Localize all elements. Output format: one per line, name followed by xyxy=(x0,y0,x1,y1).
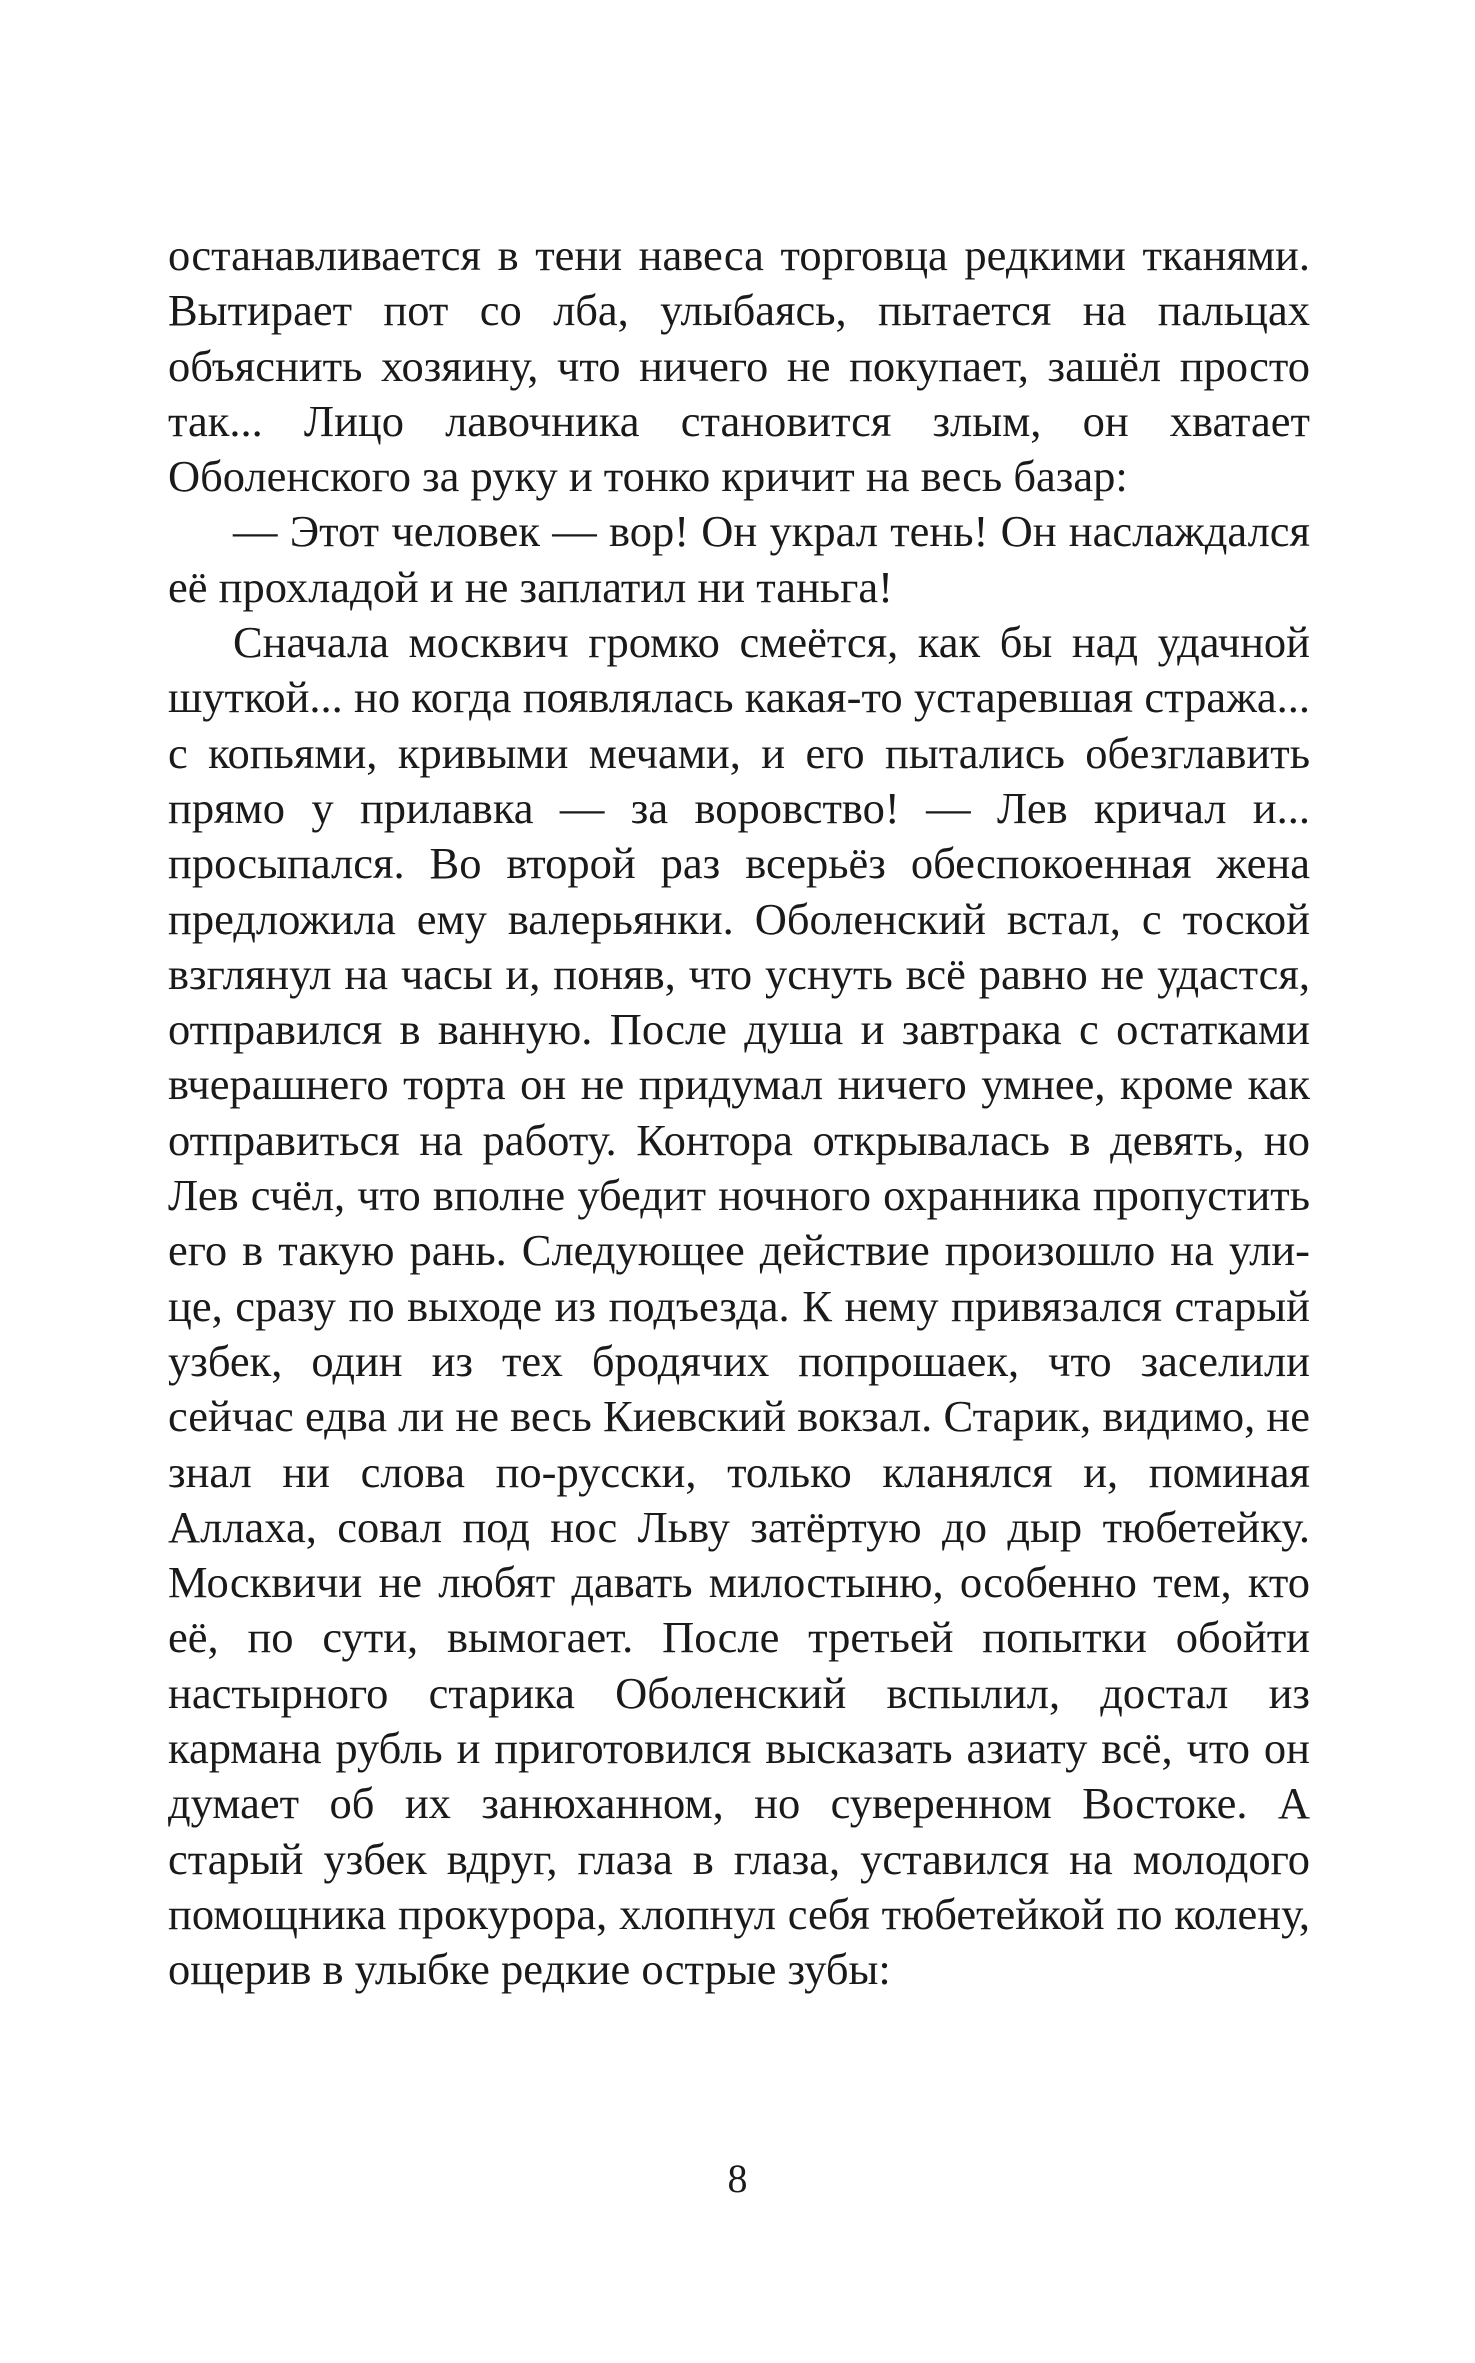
page-number: 8 xyxy=(727,2156,748,2201)
paragraph-continued: останавливается в тени навеса торговца редкими тканями. Вытирает пот со лба, улыбаясь, пытается на пальцах объяснить хозяину, что ничего не покупает, зашёл просто так... Лицо лавочника становится злым, он хватает Оболенского за руку и тонко кричит на весь базар: xyxy=(168,230,1310,502)
paragraph-main: Сначала москвич громко смеётся, как бы над удачной шуткой... но когда появлялась какая-то устаревшая стража... с копьями, кривыми мечами, и его пытались обезглавить прямо у прилавка — за воровство! — Лев кричал и... просыпался. Во второй раз всерьёз обеспокоенная жена предложила ему валерьянки. Оболенский встал, с тоской взглянул на часы и, поняв, что уснуть всё равно не удастся, отправился в ванную. После душа и завтрака с остатками вчерашнего торта он не придумал ничего умнее, кроме как отправиться на работу. Контора открывалась в девять, но Лев счёл, что вполне убедит ночного охранника пропустить его в такую рань. Следующее действие произошло на улице, сразу по выходе из подъезда. К нему привязался старый узбек, один из тех бродячих попрошаек, что заселили сейчас едва ли не весь Киевский вокзал. Старик, видимо, не знал ни слова по-русски, только кланялся и, поминая Аллаха, совал под нос Льву затёртую до дыр тюбетейку. Москвичи не любят давать милостыню, особенно тем, кто её, по сути, вымогает. После третьей попытки обойти настырного старика Оболенский вспылил, достал из кармана рубль и приготовился высказать азиату всё, что он думает об их занюханном, но суверенном Востоке. А старый узбек вдруг, глаза в глаза, уставился на молодого помощника прокурора, хлопнул себя тюбетейкой по колену, ощерив в улыбке редкие острые зубы: xyxy=(168,617,1310,1995)
body-text xyxy=(168,228,1310,1998)
paragraph-dialogue: — Этот человек — вор! Он украл тень! Он наслаждался её прохладой и не заплатил ни таньга! xyxy=(168,506,1310,612)
